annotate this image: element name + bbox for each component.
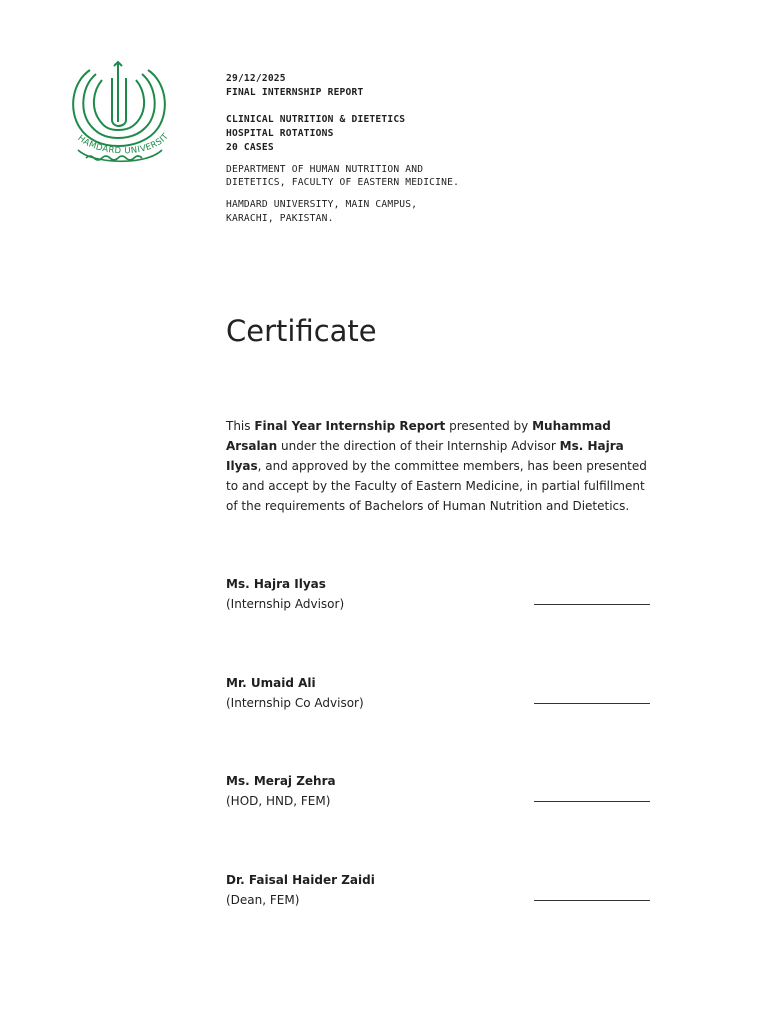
- signatory-name: Ms. Meraj Zehra: [226, 774, 336, 788]
- student-name: Muhammad Arsalan: [226, 419, 611, 453]
- signature-line: [534, 604, 650, 605]
- statement-text: , and approved by the committee members, has been presented to and accept by the Faculty of Eastern Medicine, in partial fulfillment of the requirements of Bachelors of Human Nutrition and Dietetics.: [226, 459, 647, 513]
- signature-line: [534, 801, 650, 802]
- logo-text: HAMDARD UNIVERSIT: [75, 131, 171, 157]
- signatory-role: (HOD, HND, FEM): [226, 794, 331, 808]
- certificate-statement: [226, 416, 656, 516]
- advisor-name: Ms. Hajra Ilyas: [226, 439, 624, 473]
- university-address: HAMDARD UNIVERSITY, MAIN CAMPUS, KARACHI, PAKISTAN.: [226, 199, 418, 224]
- signatory-block: [226, 574, 652, 614]
- statement-text: This: [226, 419, 255, 433]
- signatory-block: [226, 673, 652, 713]
- statement-text: under the direction of their Internship Advisor: [277, 439, 560, 453]
- page-title: Certificate: [226, 314, 377, 348]
- report-type: FINAL INTERNSHIP REPORT: [226, 86, 364, 98]
- statement-text: presented by: [445, 419, 533, 433]
- report-metadata: [226, 72, 466, 226]
- report-name: Final Year Internship Report: [254, 419, 446, 433]
- subject-line: HOSPITAL ROTATIONS: [226, 127, 334, 139]
- case-count: 20 CASES: [226, 141, 274, 153]
- signatory-block: [226, 870, 652, 910]
- signature-line: [534, 703, 650, 704]
- signatory-name: Dr. Faisal Haider Zaidi: [226, 873, 375, 887]
- signatory-name: Mr. Umaid Ali: [226, 676, 316, 690]
- signatory-name: Ms. Hajra Ilyas: [226, 577, 326, 591]
- signatory-role: (Internship Co Advisor): [226, 696, 364, 710]
- department-name: DEPARTMENT OF HUMAN NUTRITION AND DIETETICS, FACULTY OF EASTERN MEDICINE.: [226, 163, 460, 189]
- signature-line: [534, 900, 650, 901]
- university-logo: [62, 58, 178, 170]
- signatory-role: (Internship Advisor): [226, 597, 345, 611]
- subject-line: CLINICAL NUTRITION & DIETETICS: [226, 114, 406, 126]
- hamdard-crest-icon: [62, 58, 178, 170]
- signatory-role: (Dean, FEM): [226, 893, 300, 907]
- signatory-block: [226, 771, 652, 811]
- report-date: 29/12/2025: [226, 73, 286, 84]
